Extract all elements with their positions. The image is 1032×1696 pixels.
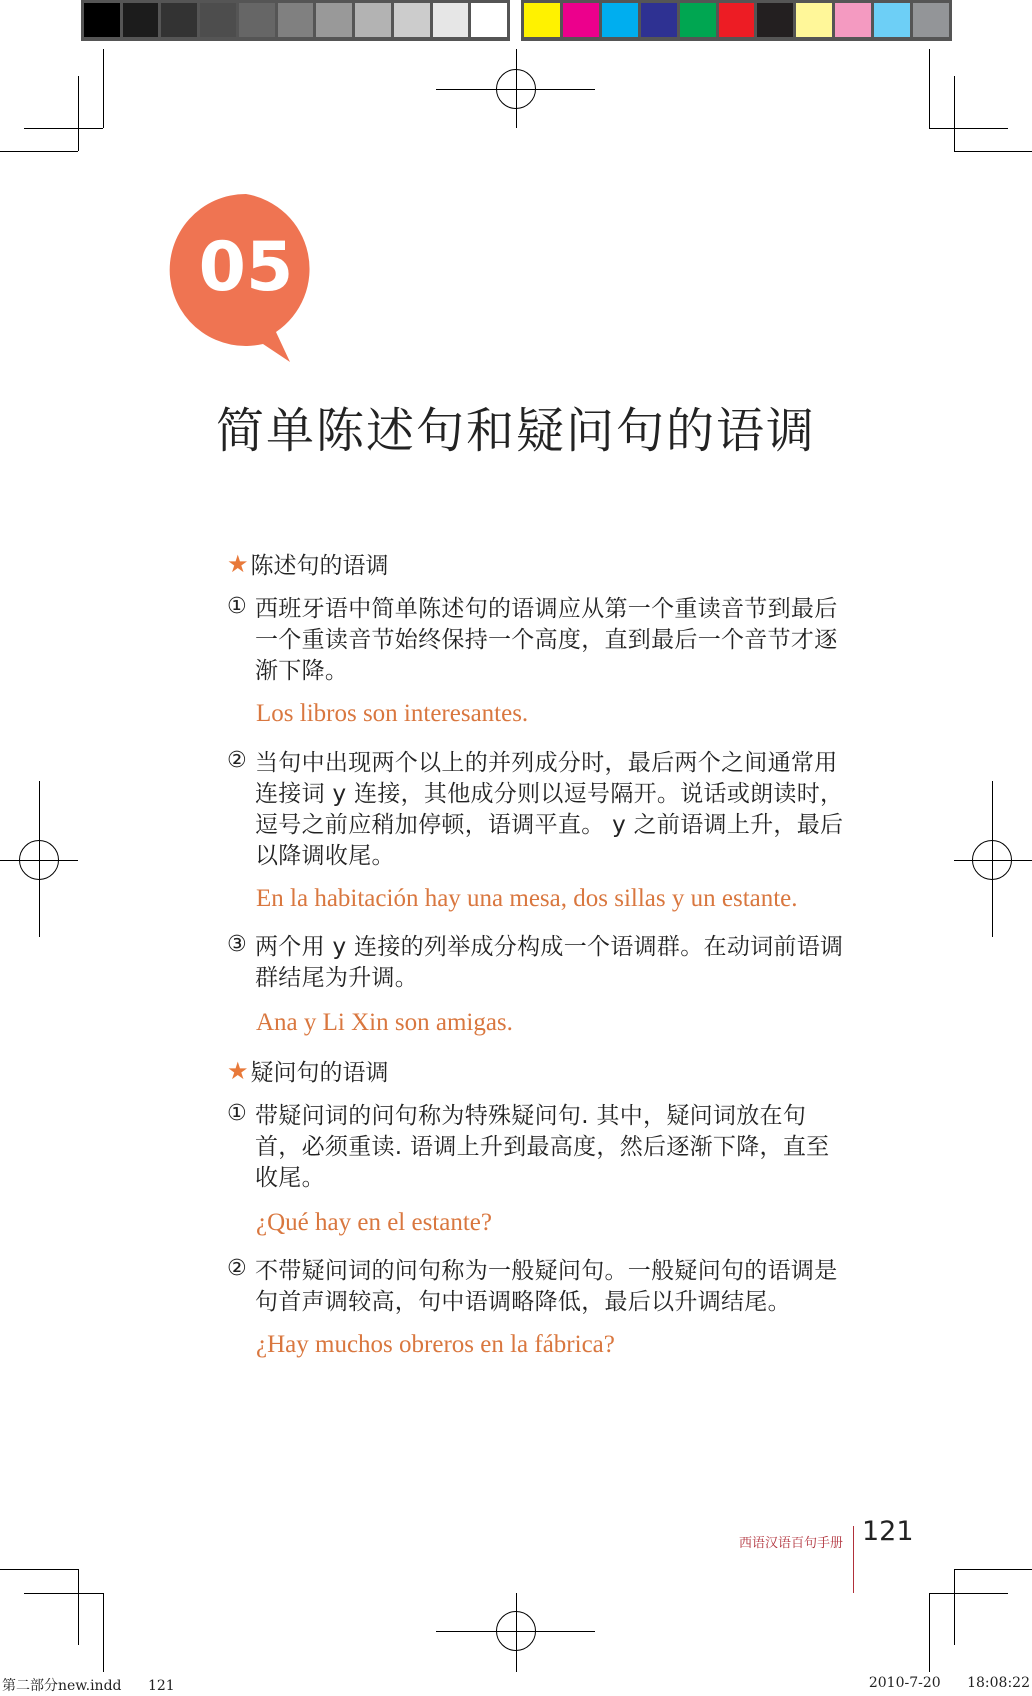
- section-heading: [227, 547, 867, 580]
- color-swatch: [874, 3, 910, 37]
- grayscale-color-bar: [81, 0, 510, 41]
- item-text-line: 连接词 y 连接，其他成分则以逗号隔开。说话或朗读时，: [255, 781, 844, 807]
- item-number: ③: [227, 932, 247, 957]
- color-swatch: [278, 3, 314, 37]
- item-text-line: 当句中出现两个以上的并列成分时，最后两个之间通常用: [255, 750, 838, 776]
- star-icon: ★: [227, 549, 249, 578]
- color-swatch: [239, 3, 275, 37]
- item-text-line: 首，必须重读. 语调上升到最高度，然后逐渐下降，直至: [255, 1134, 830, 1160]
- item-text-line: 两个用 y 连接的列举成分构成一个语调群。在动词前语调: [255, 934, 844, 960]
- item-text-line: 渐下降。: [255, 658, 349, 684]
- color-swatch: [524, 3, 560, 37]
- item-number: ②: [227, 1256, 247, 1281]
- item-text-line: 以降调收尾。: [255, 843, 395, 869]
- example-sentence: En la habitación hay una mesa, dos sillas y un estante.: [256, 885, 798, 912]
- item-number: ②: [227, 748, 247, 773]
- slug-time: 18:08:22: [967, 1675, 1030, 1691]
- list-item: [227, 748, 867, 872]
- color-swatch: [680, 3, 716, 37]
- item-text-line: 收尾。: [255, 1165, 325, 1191]
- example-sentence: Los libros son interesantes.: [256, 700, 529, 727]
- color-swatch: [355, 3, 391, 37]
- section-heading-text: 陈述句的语调: [250, 553, 389, 579]
- page-title: 简单陈述句和疑问句的语调: [215, 403, 816, 459]
- section-heading-text: 疑问句的语调: [250, 1060, 389, 1086]
- slug-filename: 第二部分new.indd: [2, 1678, 122, 1694]
- item-text-line: 带疑问词的问句称为特殊疑问句. 其中，疑问词放在句: [255, 1103, 807, 1129]
- item-text-line: 一个重读音节始终保持一个高度，直到最后一个音节才逐: [255, 627, 838, 653]
- page-number: 121: [862, 1516, 914, 1547]
- list-item: [227, 594, 867, 687]
- process-color-bar: [521, 0, 952, 41]
- item-number: ①: [227, 594, 247, 619]
- chapter-badge: [168, 192, 328, 364]
- example-sentence: ¿Hay muchos obreros en la fábrica?: [256, 1331, 615, 1358]
- list-item: [227, 1101, 867, 1194]
- footer-divider: [853, 1526, 854, 1593]
- list-item: [227, 932, 867, 994]
- section-heading: [227, 1054, 867, 1087]
- color-swatch: [84, 3, 120, 37]
- color-swatch: [471, 3, 507, 37]
- item-text-line: 群结尾为升调。: [255, 965, 419, 991]
- color-swatch: [913, 3, 949, 37]
- item-text-line: 不带疑问词的问句称为一般疑问句。一般疑问句的语调是: [255, 1258, 838, 1284]
- item-text-line: 西班牙语中简单陈述句的语调应从第一个重读音节到最后: [255, 596, 838, 622]
- star-icon: ★: [227, 1056, 249, 1085]
- example-sentence: Ana y Li Xin son amigas.: [256, 1009, 513, 1036]
- color-swatch: [123, 3, 159, 37]
- list-item: [227, 1256, 867, 1318]
- slug-timestamp: [869, 1675, 1030, 1691]
- color-swatch: [835, 3, 871, 37]
- color-swatch: [394, 3, 430, 37]
- color-swatch: [433, 3, 469, 37]
- color-swatch: [602, 3, 638, 37]
- color-swatch: [200, 3, 236, 37]
- color-swatch: [641, 3, 677, 37]
- color-swatch: [796, 3, 832, 37]
- slug-page: 121: [147, 1678, 175, 1694]
- color-swatch: [563, 3, 599, 37]
- slug-date: 2010-7-20: [868, 1675, 941, 1691]
- chapter-number: 05: [198, 228, 294, 307]
- color-swatch: [316, 3, 352, 37]
- item-text-line: 逗号之前应稍加停顿，语调平直。 y 之前语调上升，最后: [255, 812, 844, 838]
- color-swatch: [161, 3, 197, 37]
- example-sentence: ¿Qué hay en el estante?: [256, 1209, 492, 1236]
- color-swatch: [719, 3, 755, 37]
- item-text-line: 句首声调较高，句中语调略降低，最后以升调结尾。: [255, 1289, 791, 1315]
- color-swatch: [757, 3, 793, 37]
- book-title: 西语汉语百句手册: [738, 1536, 843, 1551]
- item-number: ①: [227, 1101, 247, 1126]
- slug-file: [2, 1675, 175, 1695]
